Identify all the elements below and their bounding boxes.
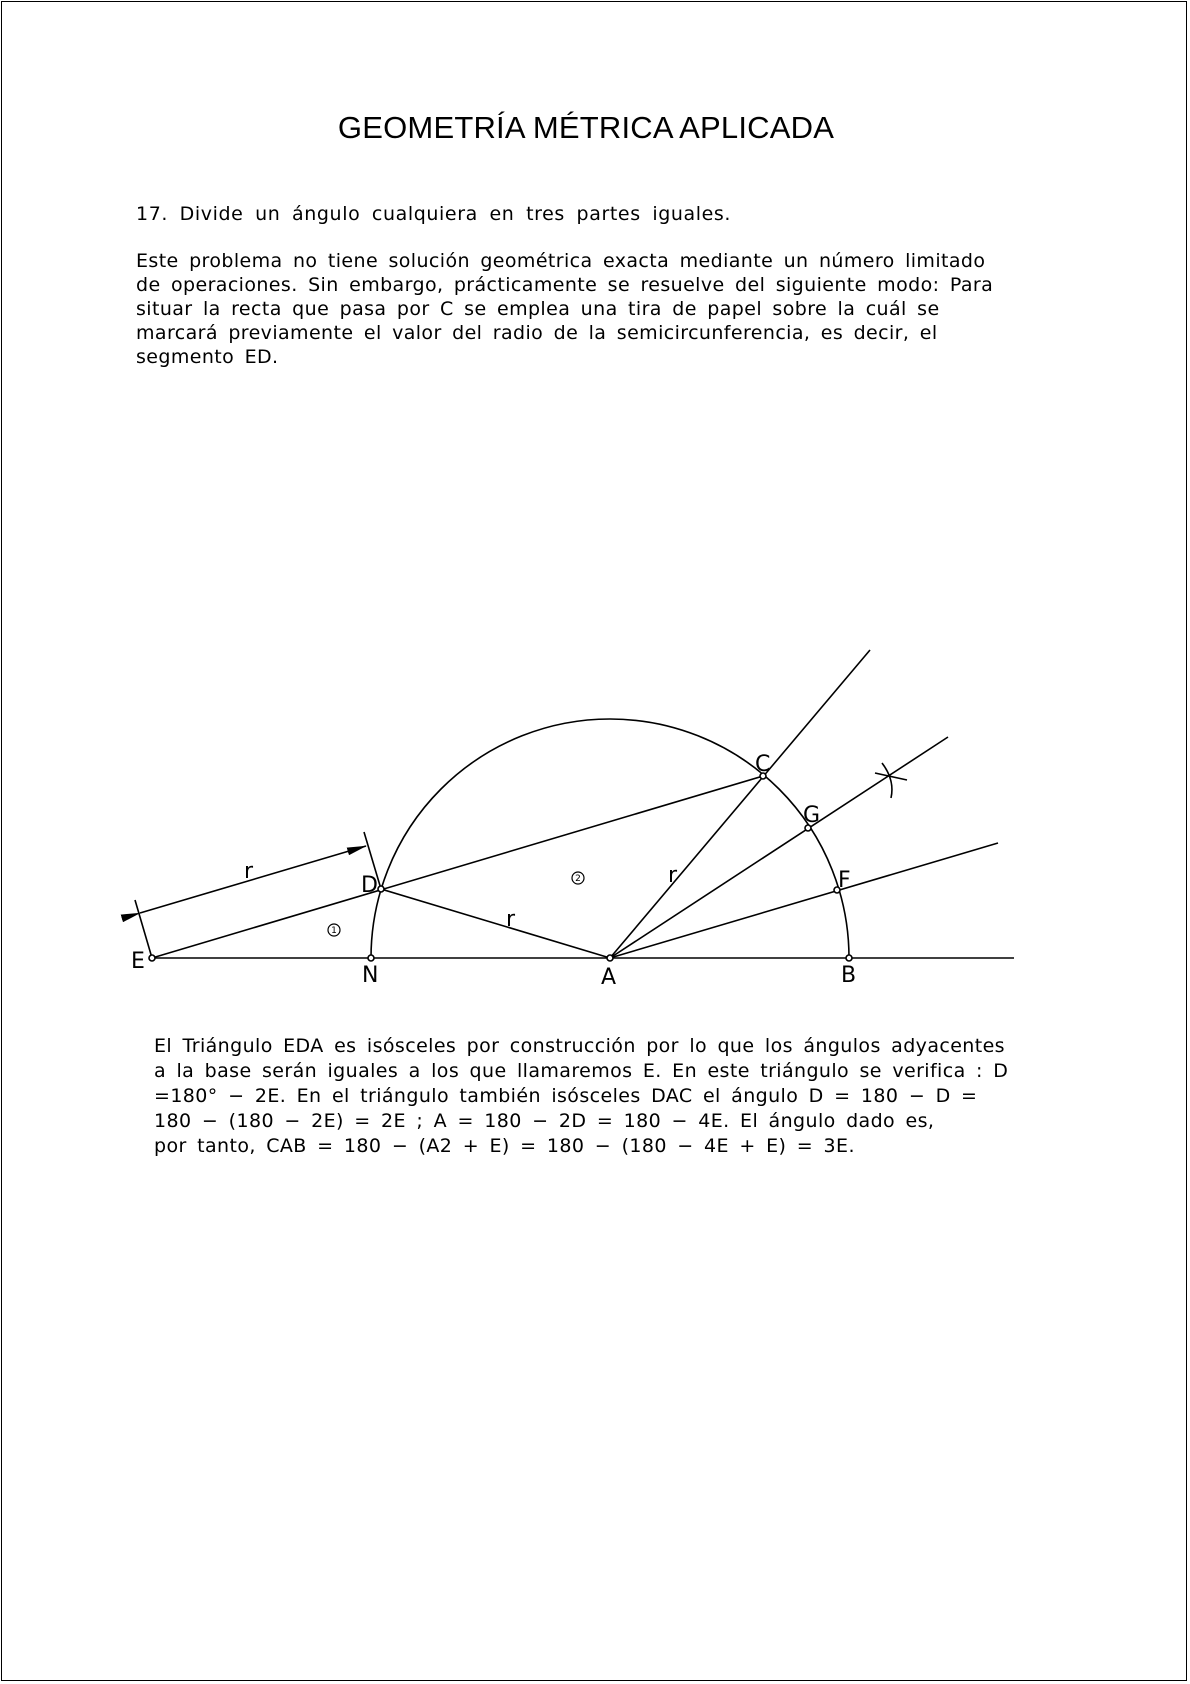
intro-line: situar la recta que pasa por C se emplea una tira de papel sobre la cuál se xyxy=(136,298,940,320)
intro-line: marcará previamente el valor del radio de la semicircunferencia, es decir, el xyxy=(136,322,938,344)
label-n: N xyxy=(362,963,379,988)
proof-paragraph xyxy=(154,1034,1094,1159)
label-e: E xyxy=(131,949,145,974)
page-title: GEOMETRÍA MÉTRICA APLICADA xyxy=(337,110,835,145)
point-d-mark xyxy=(378,886,384,892)
semicircle xyxy=(371,719,849,958)
segment-da xyxy=(381,889,610,958)
ray-af xyxy=(610,843,998,958)
label-r-dimension: r xyxy=(244,859,254,884)
proof-line: por tanto, CAB = 180 − (A2 + E) = 180 − (180 − 4E + E) = 3E. xyxy=(154,1135,855,1157)
intro-line: de operaciones. Sin embargo, prácticamente se resuelve del siguiente modo: Para xyxy=(136,274,994,296)
label-r-ac: r xyxy=(668,863,678,888)
intro-line: Este problema no tiene solución geométrica exacta mediante un número limitado xyxy=(136,250,986,272)
proof-line: 180 − (180 − 2E) = 2E ; A = 180 − 2D = 180 − 4E. El ángulo dado es, xyxy=(154,1110,935,1132)
region-1-label: 1 xyxy=(331,926,337,936)
label-f: F xyxy=(838,868,851,893)
bisector-arc-mark xyxy=(882,763,892,798)
ray-ag xyxy=(610,737,948,958)
problem-statement: 17. Divide un ángulo cualquiera en tres partes iguales. xyxy=(136,203,732,225)
point-a-mark xyxy=(607,955,613,961)
proof-line: =180° − 2E. En el triángulo también isósceles DAC el ángulo D = 180 − D = xyxy=(154,1085,978,1107)
label-b: B xyxy=(841,963,857,988)
point-b-mark xyxy=(846,955,852,961)
label-d: D xyxy=(361,873,378,898)
label-r-da: r xyxy=(506,907,516,932)
region-2-label: 2 xyxy=(575,874,581,884)
proof-line: El Triángulo EDA es isósceles por construcción por lo que los ángulos adyacentes xyxy=(154,1035,1005,1057)
label-a: A xyxy=(601,965,617,990)
intro-line: segmento ED. xyxy=(136,346,279,368)
label-c: C xyxy=(755,752,771,777)
proof-line: a la base serán iguales a los que llamaremos E. En este triángulo se verifica : D xyxy=(154,1060,1009,1082)
point-e-mark xyxy=(149,955,155,961)
ray-ac xyxy=(610,650,870,958)
point-n-mark xyxy=(368,955,374,961)
label-g: G xyxy=(803,803,821,828)
